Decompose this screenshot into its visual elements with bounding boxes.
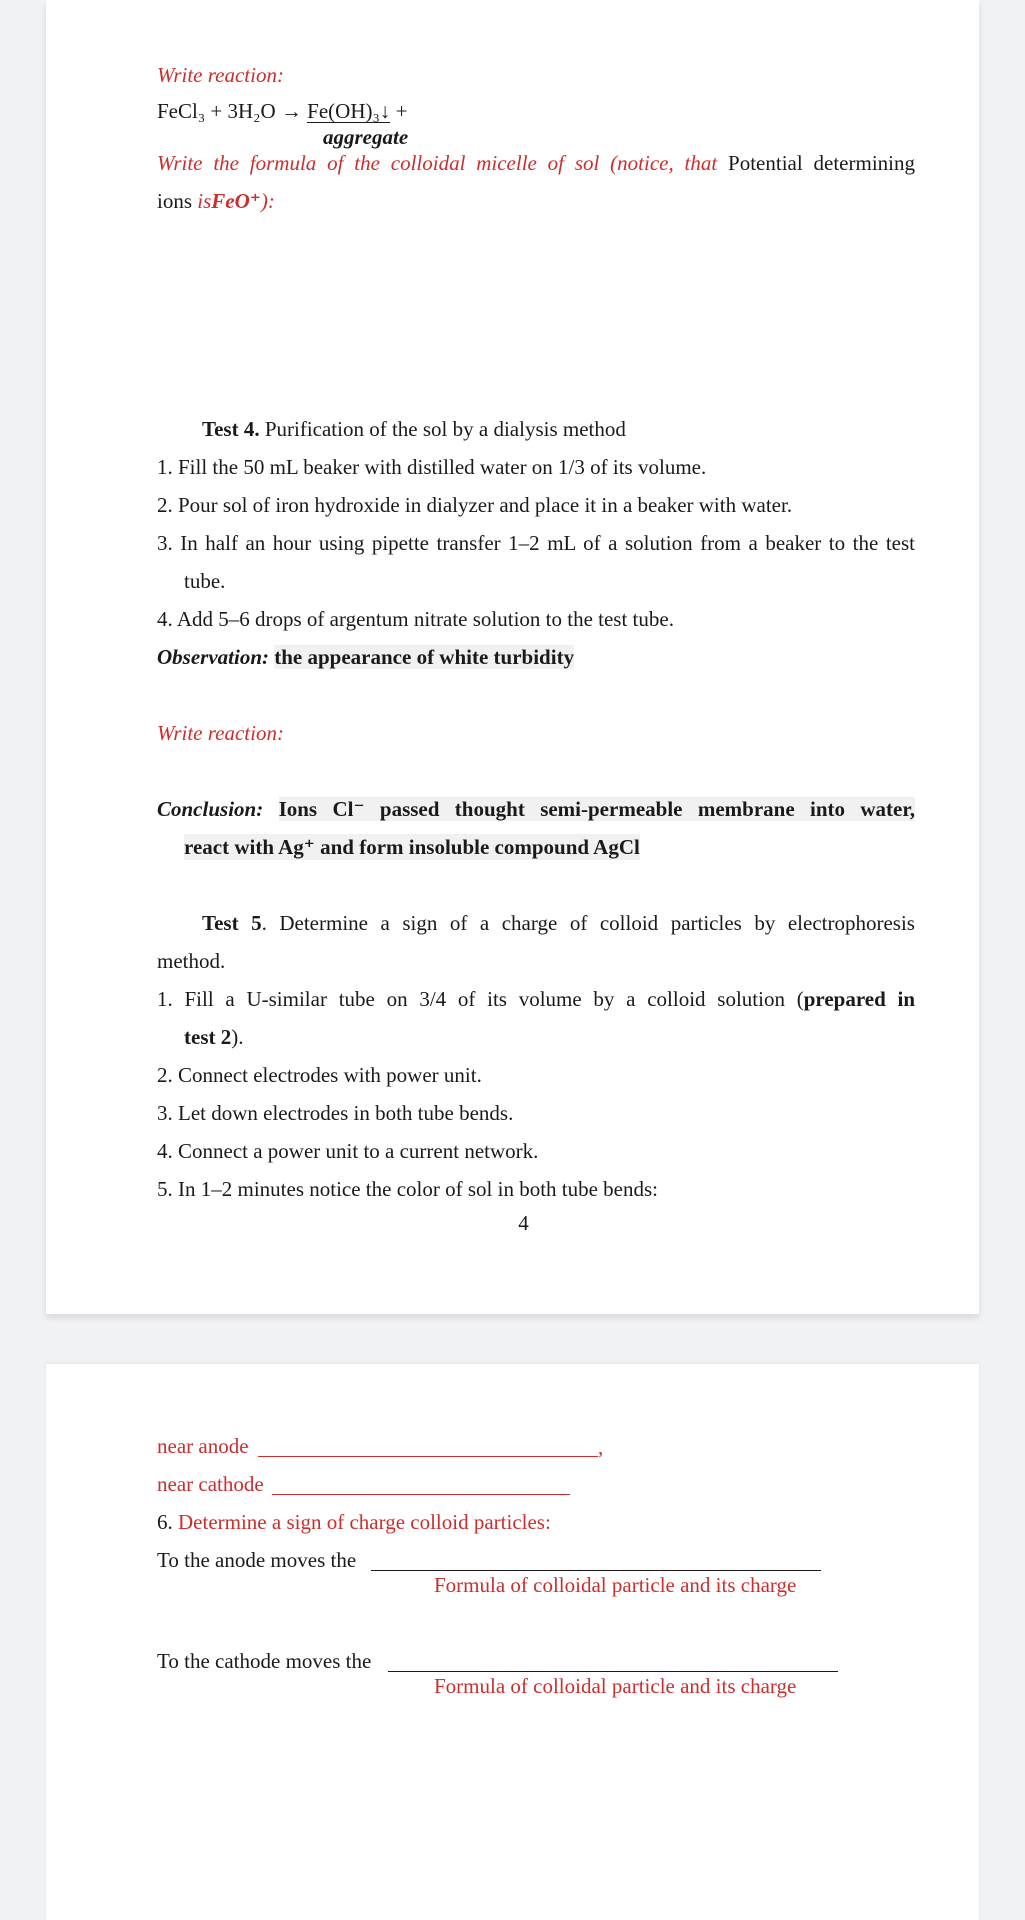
test4-conclusion-line2: react with Ag⁺ and form insoluble compound AgCl <box>184 835 640 859</box>
anode-formula-caption: Formula of colloidal particle and its charge <box>434 1573 797 1597</box>
near-anode-blank[interactable] <box>258 1456 598 1457</box>
potential-ion: FeO⁺ <box>211 189 261 213</box>
step-number: 3. <box>157 1101 173 1125</box>
step-text: In 1–2 minutes notice the color of sol in both tube bends: <box>178 1177 659 1201</box>
test4-step-3 <box>157 530 915 556</box>
reaction-equation <box>157 98 407 124</box>
step-text: Connect a power unit to a current network. <box>178 1139 539 1163</box>
test5-step-4 <box>157 1138 538 1164</box>
anode-particle-blank[interactable] <box>371 1570 821 1571</box>
page-2 <box>46 1364 979 1920</box>
micelle-prompt-is: is <box>197 189 212 213</box>
cathode-formula-caption: Formula of colloidal particle and its charge <box>434 1674 797 1698</box>
step-number: 1. <box>157 455 173 479</box>
observation-text: the appearance of white turbidity <box>274 645 575 669</box>
test5-step-1-cont <box>184 1024 243 1050</box>
conclusion-text: Ions Cl⁻ passed thought semi-permeable membrane into water, <box>278 797 915 821</box>
step-text-bold: prepared in <box>803 987 916 1011</box>
step-text: Pour sol of iron hydroxide in dialyzer and place it in a beaker with water. <box>178 493 793 517</box>
test5-step-2: 2. Connect electrodes with power unit. <box>157 1063 482 1087</box>
test4-step-1 <box>157 454 706 480</box>
test4-heading <box>202 416 626 442</box>
test5-step-1 <box>157 986 915 1012</box>
test4-conclusion-line1 <box>157 796 915 822</box>
near-cathode-blank[interactable] <box>272 1494 570 1495</box>
test5-step-5 <box>157 1176 658 1202</box>
micelle-prompt-line1 <box>157 150 915 176</box>
step-text: Fill a U-similar tube on 3/4 of its volume by a colloid solution ( <box>184 987 804 1011</box>
test5-title: . Determine a sign of a charge of colloid particles by electrophoresis <box>261 911 915 935</box>
test4-observation <box>157 644 574 670</box>
step-6 <box>157 1509 551 1535</box>
test4-label: Test 4. <box>202 417 260 441</box>
cathode-particle-blank[interactable] <box>388 1671 838 1672</box>
step-text: Add 5–6 drops of argentum nitrate solution to the test tube. <box>176 607 674 631</box>
step-number: 2. <box>157 493 173 517</box>
test5-step-3 <box>157 1100 513 1126</box>
step-text: In half an hour using pipette transfer 1–2 mL of a solution from a beaker to the test <box>180 531 916 555</box>
micelle-prompt-red: Write the formula of the colloidal micelle of sol (notice, that <box>157 151 718 175</box>
page-1 <box>46 0 979 1314</box>
equation-product: Fe(OH)₃↓ <box>307 99 391 123</box>
equation-reactants: FeCl₃ + 3H₂O → <box>157 99 302 123</box>
step-6-text: Determine a sign of charge colloid particles: <box>178 1510 551 1534</box>
micelle-prompt-ions: ions <box>157 189 193 213</box>
test4-step-3-cont: tube. <box>184 569 226 593</box>
anode-moves-label: To the anode moves the <box>157 1548 357 1572</box>
near-anode-comma: , <box>598 1435 604 1459</box>
micelle-prompt-line2 <box>157 188 275 214</box>
observation-label: Observation: <box>157 645 269 669</box>
conclusion-label: Conclusion: <box>157 797 264 821</box>
step-number: 5. <box>157 1177 173 1201</box>
test5-heading-cont: method. <box>157 949 226 973</box>
step-cont-end: ). <box>231 1025 244 1049</box>
step-number: 3. <box>157 531 173 555</box>
equation-plus: + <box>395 99 408 123</box>
test5-label: Test 5 <box>202 911 262 935</box>
step-cont-bold: test 2 <box>184 1025 232 1049</box>
step-text: Let down electrodes in both tube bends. <box>178 1101 514 1125</box>
page-number: 4 <box>518 1211 529 1235</box>
step-number: 1. <box>157 987 173 1011</box>
test4-write-reaction: Write reaction: <box>157 721 284 745</box>
write-reaction-label: Write reaction: <box>157 63 284 87</box>
near-cathode-label: near cathode <box>157 1472 264 1496</box>
near-anode-label: near anode <box>157 1434 249 1458</box>
step-text: Fill the 50 mL beaker with distilled water on 1/3 of its volume. <box>178 455 707 479</box>
step-number: 4. <box>157 607 173 631</box>
micelle-prompt-end: ): <box>260 189 275 213</box>
step-number: 4. <box>157 1139 173 1163</box>
test4-step-2 <box>157 492 792 518</box>
cathode-moves-label: To the cathode moves the <box>157 1649 372 1673</box>
test4-step-4 <box>157 606 674 632</box>
micelle-prompt-black: Potential determining <box>728 151 915 175</box>
test4-title: Purification of the sol by a dialysis method <box>264 417 626 441</box>
step-number: 6. <box>157 1510 173 1534</box>
test5-heading <box>202 910 915 936</box>
aggregate-label: aggregate <box>323 125 409 149</box>
